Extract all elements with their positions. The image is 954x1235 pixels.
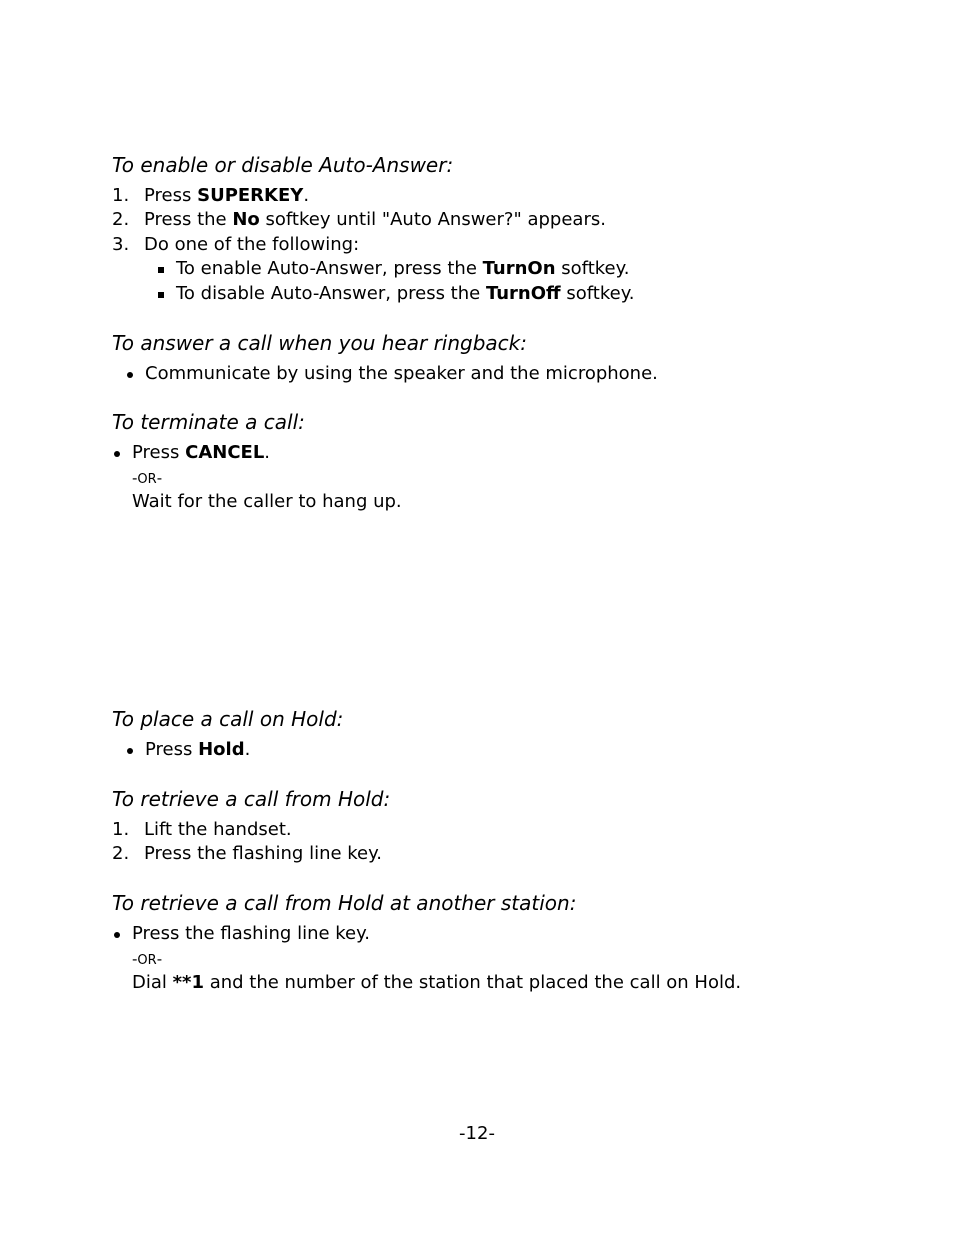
bullet-dot-icon — [114, 451, 120, 457]
bullet-text: Press the flashing line key. — [132, 923, 370, 944]
or-separator: -OR- — [132, 469, 163, 487]
step-text: Press the flashing line key. — [144, 843, 382, 864]
bullet-dot-icon — [127, 748, 133, 754]
step-text: Press SUPERKEY. — [144, 185, 310, 206]
step-number: 2. — [112, 209, 130, 230]
section-heading-terminate: To terminate a call: — [112, 410, 305, 434]
step-number: 2. — [112, 843, 130, 864]
section-heading-hold: To place a call on Hold: — [112, 707, 344, 731]
key-name: TurnOn — [482, 258, 556, 279]
step-number: 3. — [112, 234, 130, 255]
bullet-text: Press CANCEL. — [132, 442, 271, 463]
key-name: No — [232, 209, 260, 230]
alternative-line: Wait for the caller to hang up. — [132, 491, 402, 512]
key-name: Hold — [198, 739, 245, 760]
section-heading-retrieve: To retrieve a call from Hold: — [112, 787, 391, 811]
bullet-dot-icon — [114, 932, 120, 938]
dial-code: **1 — [172, 972, 204, 993]
step-text: Lift the handset. — [144, 819, 292, 840]
page-number: -12- — [459, 1123, 495, 1144]
alternative-line: Dial **1 and the number of the station that placed the call on Hold. — [132, 972, 742, 993]
step-number: 1. — [112, 185, 130, 206]
square-bullet-icon — [158, 292, 164, 298]
sub-bullet-text: To enable Auto-Answer, press the TurnOn softkey. — [176, 258, 630, 279]
section-heading-retrieve-other-station: To retrieve a call from Hold at another station: — [112, 891, 577, 915]
step-number: 1. — [112, 819, 130, 840]
key-name: CANCEL — [185, 442, 265, 463]
key-name: SUPERKEY — [197, 185, 304, 206]
bullet-text: Press Hold. — [145, 739, 251, 760]
bullet-text: Communicate by using the speaker and the microphone. — [145, 363, 658, 384]
section-heading-ringback: To answer a call when you hear ringback: — [112, 331, 527, 355]
section-heading-auto-answer: To enable or disable Auto-Answer: — [112, 153, 454, 177]
step-text: Press the No softkey until "Auto Answer?" appears. — [144, 209, 606, 230]
key-name: TurnOff — [485, 283, 561, 304]
step-text: Do one of the following: — [144, 234, 360, 255]
sub-bullet-text: To disable Auto-Answer, press the TurnOff softkey. — [176, 283, 635, 304]
bullet-dot-icon — [127, 372, 133, 378]
or-separator: -OR- — [132, 950, 163, 968]
square-bullet-icon — [158, 267, 164, 273]
